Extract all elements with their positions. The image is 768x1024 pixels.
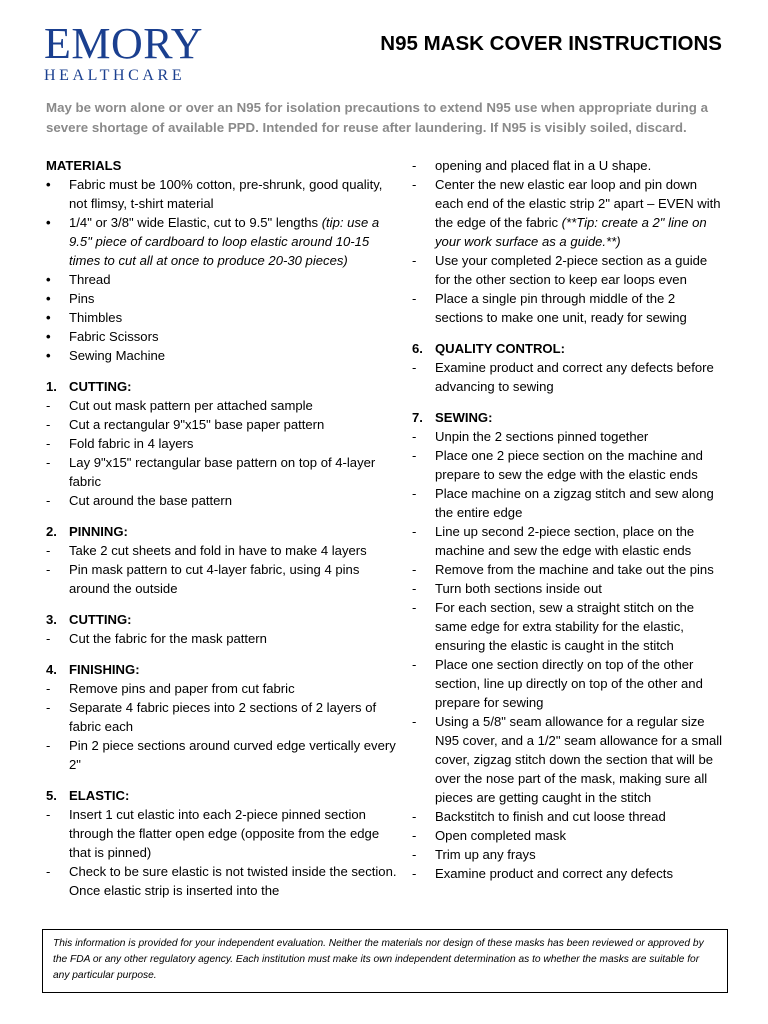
step-text: Open completed mask — [435, 828, 567, 843]
step-text: Remove from the machine and take out the pins — [435, 562, 714, 577]
list-item — [412, 251, 726, 289]
section-title: SEWING: — [435, 410, 493, 425]
material-text: Thread — [69, 272, 111, 287]
list-item — [46, 698, 398, 736]
list-item — [46, 491, 398, 510]
step-text: Lay 9"x15" rectangular base pattern on top of 4-layer fabric — [69, 455, 376, 489]
section-cutting-2 — [46, 610, 398, 648]
materials-heading: MATERIALS — [46, 158, 122, 173]
step-text: For each section, sew a straight stitch on the same edge for extra stability for the elastic, ensuring the elastic is caught in the stitch — [435, 600, 695, 653]
dash-marker: - — [412, 600, 417, 615]
section-heading — [46, 610, 398, 629]
step-text: Take 2 cut sheets and fold in have to make 4 layers — [69, 543, 367, 558]
step-text: Cut the fabric for the mask pattern — [69, 631, 267, 646]
section-number: 4. — [46, 662, 57, 677]
dash-marker: - — [46, 493, 51, 508]
dash-marker: - — [46, 455, 51, 470]
dash-marker: - — [412, 657, 417, 672]
step-text: Pin 2 piece sections around curved edge vertically every 2" — [69, 738, 396, 772]
step-list — [46, 679, 398, 774]
section-number: 6. — [412, 341, 423, 356]
step-text: Backstitch to finish and cut loose thread — [435, 809, 666, 824]
material-text: Thimbles — [69, 310, 123, 325]
dash-marker: - — [46, 631, 51, 646]
dash-marker: - — [412, 847, 417, 862]
bullet-marker: • — [46, 215, 51, 230]
list-item — [412, 289, 726, 327]
dash-marker: - — [46, 864, 51, 879]
list-item — [46, 679, 398, 698]
document-title: N95 MASK COVER INSTRUCTIONS — [380, 32, 722, 55]
step-text: Examine product and correct any defects — [435, 866, 673, 881]
list-item — [46, 434, 398, 453]
section-title: CUTTING: — [69, 379, 132, 394]
dash-marker: - — [46, 543, 51, 558]
dash-marker: - — [412, 177, 417, 192]
material-text: Fabric Scissors — [69, 329, 159, 344]
list-item — [46, 308, 398, 327]
step-text: Place one section directly on top of the other section, line up directly on top of the other and prepare for sewing — [435, 657, 703, 710]
list-item — [412, 427, 726, 446]
right-column — [412, 156, 726, 895]
disclaimer-box: This information is provided for your independent evaluation. Neither the materials nor design of these masks has been reviewed or approved by the FDA or any other regulatory agency. Each institution must make its own independent determination as to whether the masks are suitable for any particular purpose. — [42, 929, 728, 993]
list-item — [46, 560, 398, 598]
list-item — [412, 175, 726, 251]
dash-marker: - — [412, 429, 417, 444]
logo-wordmark: EMORY — [44, 19, 203, 68]
logo-subtitle: HEALTHCARE — [44, 67, 186, 84]
step-text: Examine product and correct any defects before advancing to sewing — [435, 360, 714, 394]
dash-marker: - — [46, 681, 51, 696]
step-text: Trim up any frays — [435, 847, 536, 862]
section-finishing — [46, 660, 398, 774]
section-pinning — [46, 522, 398, 598]
list-item — [46, 629, 398, 648]
material-text: Pins — [69, 291, 95, 306]
list-item — [46, 270, 398, 289]
section-number: 7. — [412, 410, 423, 425]
list-item — [46, 213, 398, 270]
list-item — [46, 289, 398, 308]
left-column — [46, 156, 398, 912]
section-number: 2. — [46, 524, 57, 539]
list-item — [412, 712, 726, 807]
step-text: Fold fabric in 4 layers — [69, 436, 194, 451]
material-tip: (tip: use a 9.5" piece of cardboard to loop elastic around 10-15 times to cut all at once to produce 20-30 pieces) — [69, 215, 380, 268]
step-list — [46, 541, 398, 598]
materials-list — [46, 175, 398, 365]
section-number: 3. — [46, 612, 57, 627]
dash-marker: - — [412, 448, 417, 463]
step-text-main: Center the new elastic ear loop and pin down each end of the elastic strip 2" apart – EVEN with the edge of the fabric — [435, 177, 721, 230]
bullet-marker: • — [46, 310, 51, 325]
dash-marker: - — [412, 360, 417, 375]
dash-marker: - — [46, 398, 51, 413]
section-heading — [46, 786, 398, 805]
bullet-marker: • — [46, 291, 51, 306]
step-text: Unpin the 2 sections pinned together — [435, 429, 649, 444]
step-text: opening and placed flat in a U shape. — [435, 158, 652, 173]
list-item — [46, 175, 398, 213]
list-item — [412, 358, 726, 396]
step-text: Place a single pin through middle of the 2 sections to make one unit, ready for sewing — [435, 291, 687, 325]
section-sewing — [412, 408, 726, 883]
step-text: Place machine on a zigzag stitch and sew along the entire edge — [435, 486, 714, 520]
section-heading — [46, 377, 398, 396]
dash-marker: - — [46, 738, 51, 753]
dash-marker: - — [412, 866, 417, 881]
section-elastic — [46, 786, 398, 900]
list-item — [412, 826, 726, 845]
dash-marker: - — [46, 436, 51, 451]
list-item — [46, 346, 398, 365]
list-item — [412, 560, 726, 579]
step-text: Cut around the base pattern — [69, 493, 233, 508]
dash-marker: - — [412, 158, 417, 173]
section-heading — [46, 522, 398, 541]
dash-marker: - — [412, 581, 417, 596]
list-item — [412, 598, 726, 655]
section-title: PINNING: — [69, 524, 128, 539]
list-item — [46, 327, 398, 346]
section-number: 5. — [46, 788, 57, 803]
dash-marker: - — [412, 524, 417, 539]
dash-marker: - — [46, 700, 51, 715]
list-item — [46, 396, 398, 415]
step-list — [412, 358, 726, 396]
section-title: ELASTIC: — [69, 788, 130, 803]
bullet-marker: • — [46, 272, 51, 287]
list-item — [46, 415, 398, 434]
list-item — [412, 845, 726, 864]
list-item — [412, 446, 726, 484]
step-tip: (**Tip: create a 2" line on your work surface as a guide.**) — [435, 215, 707, 249]
step-text: Check to be sure elastic is not twisted inside the section. Once elastic strip is inserted into the — [69, 864, 397, 898]
dash-marker: - — [46, 562, 51, 577]
bullet-marker: • — [46, 348, 51, 363]
step-text: Line up second 2-piece section, place on the machine and sew the edge with elastic ends — [435, 524, 695, 558]
list-item — [46, 805, 398, 862]
dash-marker: - — [412, 714, 417, 729]
step-text: Insert 1 cut elastic into each 2-piece pinned section through the flatter open edge (opposite from the edge that is pinned) — [69, 807, 380, 860]
step-text: Pin mask pattern to cut 4-layer fabric, using 4 pins around the outside — [69, 562, 360, 596]
material-text: Sewing Machine — [69, 348, 166, 363]
list-item — [46, 862, 398, 900]
bullet-marker: • — [46, 177, 51, 192]
intro-paragraph: May be worn alone or over an N95 for isolation precautions to extend N95 use when appropriate during a severe shortage of available PPD. Intended for reuse after laundering. If N95 is visibly soiled, discard. — [46, 100, 709, 135]
section-title: FINISHING: — [69, 662, 140, 677]
list-item — [412, 807, 726, 826]
step-list — [46, 805, 398, 900]
section-heading — [412, 339, 726, 358]
section-heading — [412, 408, 726, 427]
section-cutting-1 — [46, 377, 398, 510]
dash-marker: - — [46, 417, 51, 432]
section-number: 1. — [46, 379, 57, 394]
dash-marker: - — [412, 828, 417, 843]
list-item — [412, 864, 726, 883]
step-list — [46, 629, 398, 648]
step-list — [46, 396, 398, 510]
list-item — [412, 579, 726, 598]
section-heading — [46, 660, 398, 679]
materials-section — [46, 156, 398, 365]
list-item — [412, 655, 726, 712]
dash-marker: - — [46, 807, 51, 822]
step-text: Using a 5/8" seam allowance for a regular size N95 cover, and a 1/2" seam allowance for a small cover, zigzag stitch down the section that will be over the nose part of the mask, making sure all pieces are getting caught in the stitch — [435, 714, 723, 805]
dash-marker: - — [412, 562, 417, 577]
step-text: Cut a rectangular 9"x15" base paper pattern — [69, 417, 325, 432]
step-text: Separate 4 fabric pieces into 2 sections of 2 layers of fabric each — [69, 700, 377, 734]
list-item — [412, 522, 726, 560]
section-title: QUALITY CONTROL: — [435, 341, 565, 356]
step-text: Cut out mask pattern per attached sample — [69, 398, 313, 413]
emory-healthcare-logo — [44, 19, 214, 85]
material-text-main: 1/4" or 3/8" wide Elastic, cut to 9.5" lengths — [69, 215, 322, 230]
section-quality-control — [412, 339, 726, 396]
step-text — [435, 175, 726, 251]
dash-marker: - — [412, 809, 417, 824]
list-item — [46, 453, 398, 491]
material-text — [69, 213, 398, 270]
step-text: Turn both sections inside out — [435, 581, 602, 596]
section-title: CUTTING: — [69, 612, 132, 627]
step-text: Remove pins and paper from cut fabric — [69, 681, 295, 696]
dash-marker: - — [412, 253, 417, 268]
step-text: Use your completed 2-piece section as a guide for the other section to keep ear loops even — [435, 253, 708, 287]
dash-marker: - — [412, 486, 417, 501]
list-item — [46, 736, 398, 774]
dash-marker: - — [412, 291, 417, 306]
section-elastic-continued — [412, 156, 726, 327]
list-item — [46, 541, 398, 560]
list-item — [412, 484, 726, 522]
step-list — [412, 156, 726, 327]
material-text: Fabric must be 100% cotton, pre-shrunk, good quality, not flimsy, t-shirt material — [69, 177, 383, 211]
list-item — [412, 156, 726, 175]
step-text: Place one 2 piece section on the machine and prepare to sew the edge with the elastic ends — [435, 448, 703, 482]
bullet-marker: • — [46, 329, 51, 344]
step-list — [412, 427, 726, 883]
